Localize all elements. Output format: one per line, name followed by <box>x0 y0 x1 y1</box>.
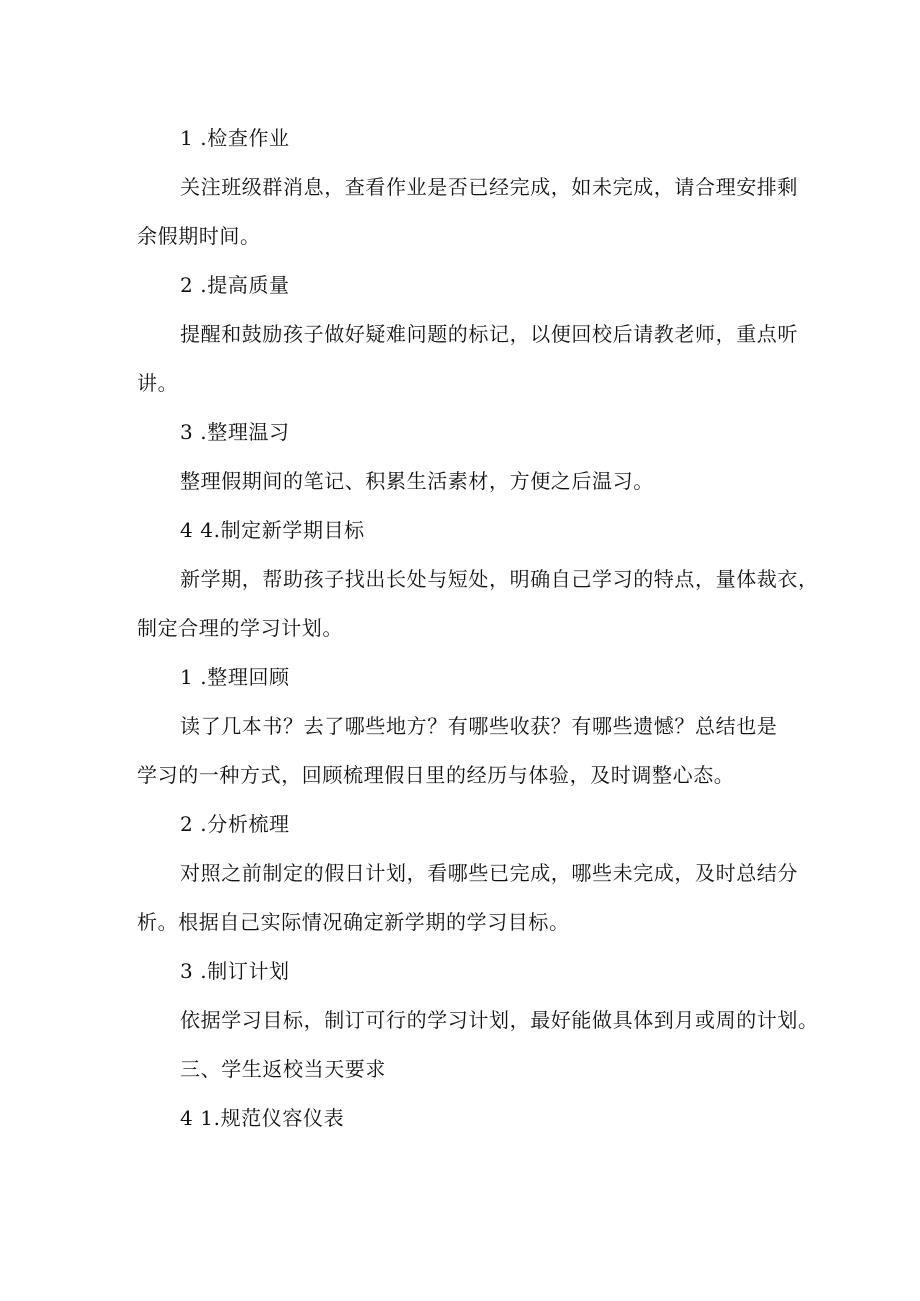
paragraph-line: 依据学习目标，制订可行的学习计划，最好能做具体到月或周的计划。 <box>180 1008 819 1032</box>
paragraph-line: 制定合理的学习计划。 <box>137 616 343 640</box>
paragraph-line: 提醒和鼓励孩子做好疑难问题的标记，以便回校后请教老师，重点听 <box>180 322 798 346</box>
paragraph-line: 新学期，帮助孩子找出长处与短处，明确自己学习的特点，量体裁衣， <box>180 567 819 591</box>
heading-improve-quality: 2 .提高质量 <box>180 273 290 297</box>
heading-organize-review: 3 .整理温习 <box>180 420 290 444</box>
paragraph-line: 学习的一种方式，回顾梳理假日里的经历与体验，及时调整心态。 <box>137 763 735 787</box>
paragraph-line: 整理假期间的笔记、积累生活素材，方便之后温习。 <box>180 469 654 493</box>
heading-make-plan: 3 .制订计划 <box>180 959 290 983</box>
paragraph-line: 读了几本书？去了哪些地方？有哪些收获？有哪些遗憾？总结也是 <box>180 714 778 738</box>
heading-check-homework: 1 .检查作业 <box>180 126 290 150</box>
paragraph-line: 讲。 <box>137 371 179 395</box>
heading-analyze: 2 .分析梳理 <box>180 812 290 836</box>
paragraph-line: 余假期时间。 <box>137 224 261 248</box>
heading-new-semester-goals: 4 4.制定新学期目标 <box>180 518 365 542</box>
heading-dress-code: 4 1.规范仪容仪表 <box>180 1106 345 1130</box>
heading-recap: 1 .整理回顾 <box>180 665 290 689</box>
paragraph-line: 对照之前制定的假日计划，看哪些已完成，哪些未完成，及时总结分 <box>180 861 798 885</box>
paragraph-line: 关注班级群消息，查看作业是否已经完成，如未完成，请合理安排剩 <box>180 175 798 199</box>
paragraph-line: 析。根据自己实际情况确定新学期的学习目标。 <box>137 910 570 934</box>
section-heading-return-day: 三、学生返校当天要求 <box>180 1057 386 1081</box>
